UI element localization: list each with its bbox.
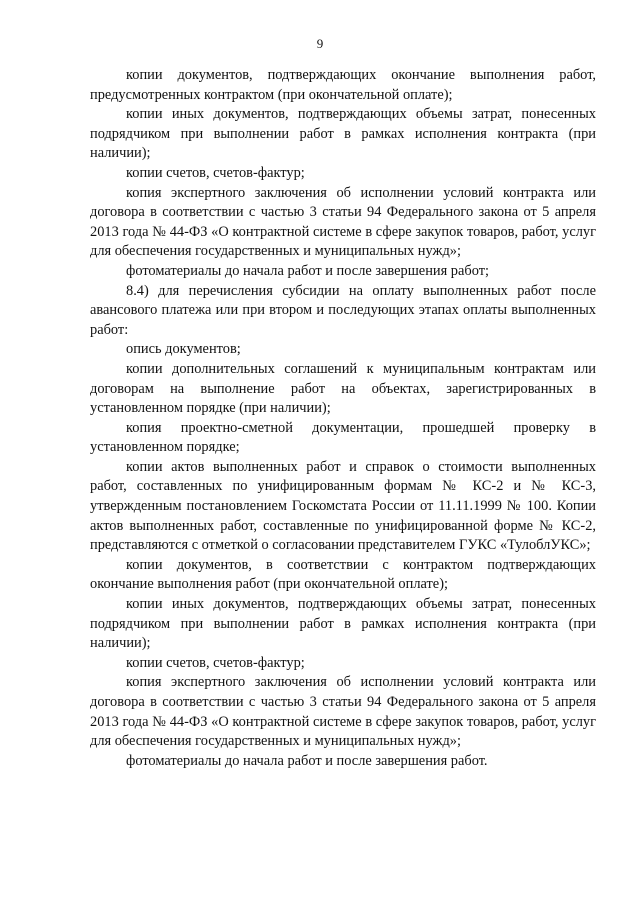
paragraph-3: копии счетов, счетов-фактур; [126, 164, 305, 181]
paragraph-13: копии счетов, счетов-фактур; [126, 654, 305, 671]
paragraph-14: копия экспертного заключения об исполнении условий контракта или договора в соответствии с частью 3 статьи 94 Федерального закона от 5 апреля 2013 года № 44-ФЗ «О контрактной системе в сфере закупок товаров, работ, услуг для обеспечения государственных и муниципальных нужд»; [90, 674, 596, 750]
paragraph-5: фотоматериалы до начала работ и после завершения работ; [126, 262, 490, 279]
document-body [90, 66, 596, 771]
paragraph-4: копия экспертного заключения об исполнении условий контракта или договора в соответствии с частью 3 статьи 94 Федерального закона от 5 апреля 2013 года № 44-ФЗ «О контрактной системе в сфере закупок товаров, работ, услуг для обеспечения государственных и муниципальных нужд»; [90, 184, 596, 260]
paragraph-10: копии актов выполненных работ и справок о стоимости выполненных работ, составленных по унифицированным формам № КС-2 и № КС-3, утвержденным постановлением Госкомстата России от 11.11.1999 № 100. Копии актов выполненных работ, составленные по унифицированной форме № КС-2, представляются с отметкой о согласовании представителем ГУКС «ТулоблУКС»; [90, 458, 596, 554]
page-number: 9 [316, 36, 324, 51]
paragraph-11: копии документов, в соответствии с контрактом подтверждающих окончание выполнения работ (при окончательной оплате); [90, 556, 596, 593]
paragraph-2: копии иных документов, подтверждающих объемы затрат, понесенных подрядчиком при выполнении работ в рамках исполнения контракта (при наличии); [90, 106, 596, 162]
paragraph-9: копия проектно-сметной документации, прошедшей проверку в установленном порядке; [90, 419, 596, 456]
paragraph-8: копии дополнительных соглашений к муниципальным контрактам или договорам на выполнение работ на объектах, зарегистрированных в установленном порядке (при наличии); [90, 360, 596, 417]
paragraph-7: опись документов; [126, 341, 241, 358]
paragraph-6: 8.4) для перечисления субсидии на оплату выполненных работ после авансового платежа или при втором и последующих этапах оплаты выполненных работ: [90, 282, 596, 338]
paragraph-15: фотоматериалы до начала работ и после завершения работ. [126, 752, 488, 769]
paragraph-1: копии документов, подтверждающих окончание выполнения работ, предусмотренных контрактом (при окончательной оплате); [90, 67, 596, 103]
paragraph-12: копии иных документов, подтверждающих объемы затрат, понесенных подрядчиком при выполнении работ в рамках исполнения контракта (при наличии); [90, 596, 596, 652]
